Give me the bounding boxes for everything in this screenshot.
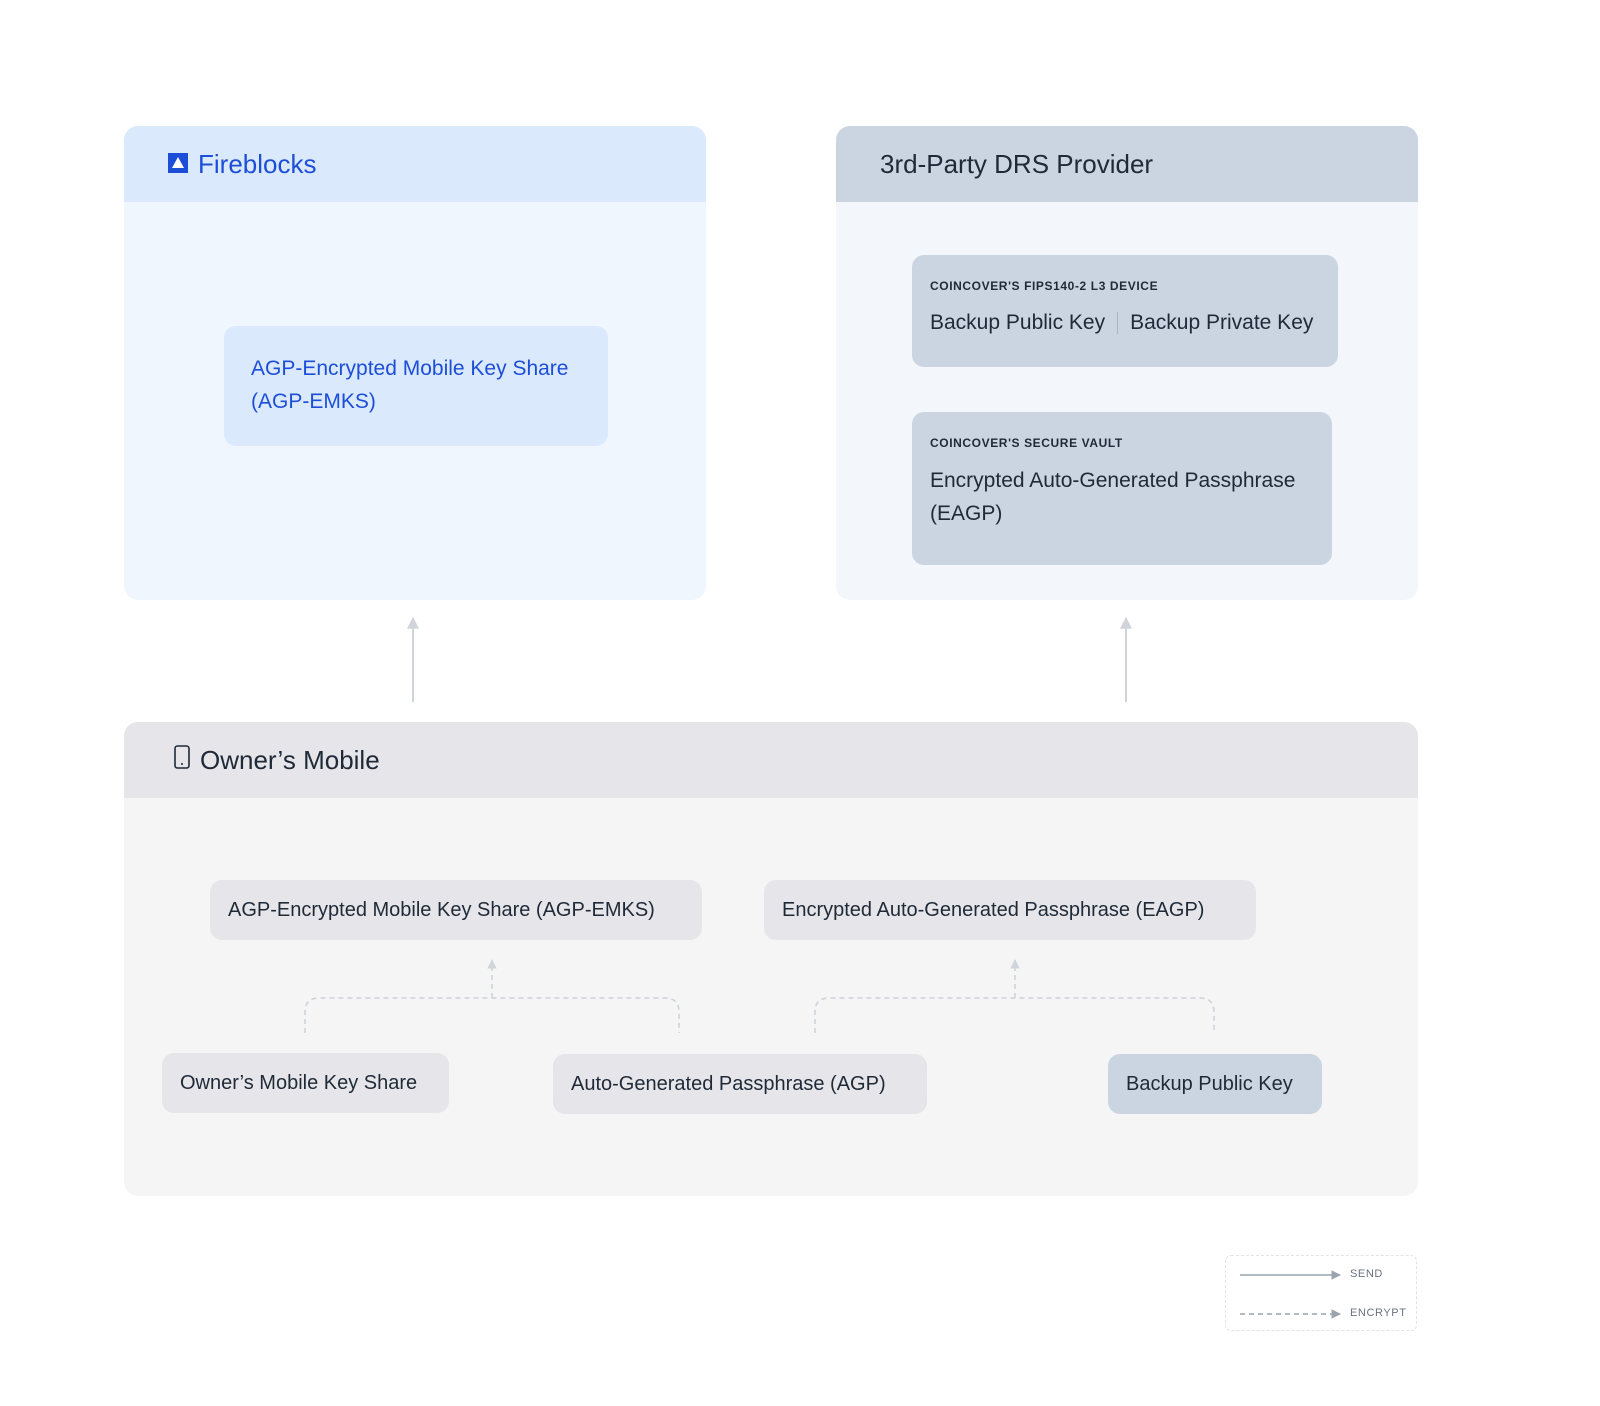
- encrypt-bracket-agp-emks: [305, 998, 679, 1033]
- fireblocks-title: Fireblocks: [198, 148, 317, 179]
- mobile-backup-public-key-chip: Backup Public Key: [1108, 1054, 1322, 1114]
- device-backup-public-key: Backup Public Key: [930, 311, 1106, 334]
- mobile-agp-emks-chip: AGP-Encrypted Mobile Key Share (AGP-EMKS): [210, 880, 702, 940]
- agp-chip: Auto-Generated Passphrase (AGP): [553, 1054, 927, 1114]
- drs-title: 3rd-Party DRS Provider: [880, 148, 1154, 179]
- mobile-key-share-chip: Owner’s Mobile Key Share: [162, 1053, 449, 1113]
- mobile-eagp-chip: Encrypted Auto-Generated Passphrase (EAGP): [764, 880, 1256, 940]
- mobile-title: Owner’s Mobile: [200, 744, 380, 775]
- secure-vault-caption: COINCOVER'S SECURE VAULT: [930, 436, 1123, 450]
- vault-eagp-line1: Encrypted Auto-Generated Passphrase: [930, 469, 1296, 492]
- vault-eagp-line2: (EAGP): [930, 502, 1003, 525]
- fireblocks-agp-emks-line1: AGP-Encrypted Mobile Key Share: [251, 357, 569, 380]
- fips-device-caption: COINCOVER'S FIPS140-2 L3 DEVICE: [930, 279, 1159, 293]
- legend: [1225, 1255, 1417, 1331]
- fireblocks-agp-emks-line2: (AGP-EMKS): [251, 390, 376, 413]
- legend-encrypt-label: ENCRYPT: [1350, 1307, 1407, 1319]
- device-backup-private-key: Backup Private Key: [1130, 311, 1314, 334]
- encrypt-bracket-eagp: [815, 998, 1214, 1033]
- legend-send-label: SEND: [1350, 1268, 1383, 1280]
